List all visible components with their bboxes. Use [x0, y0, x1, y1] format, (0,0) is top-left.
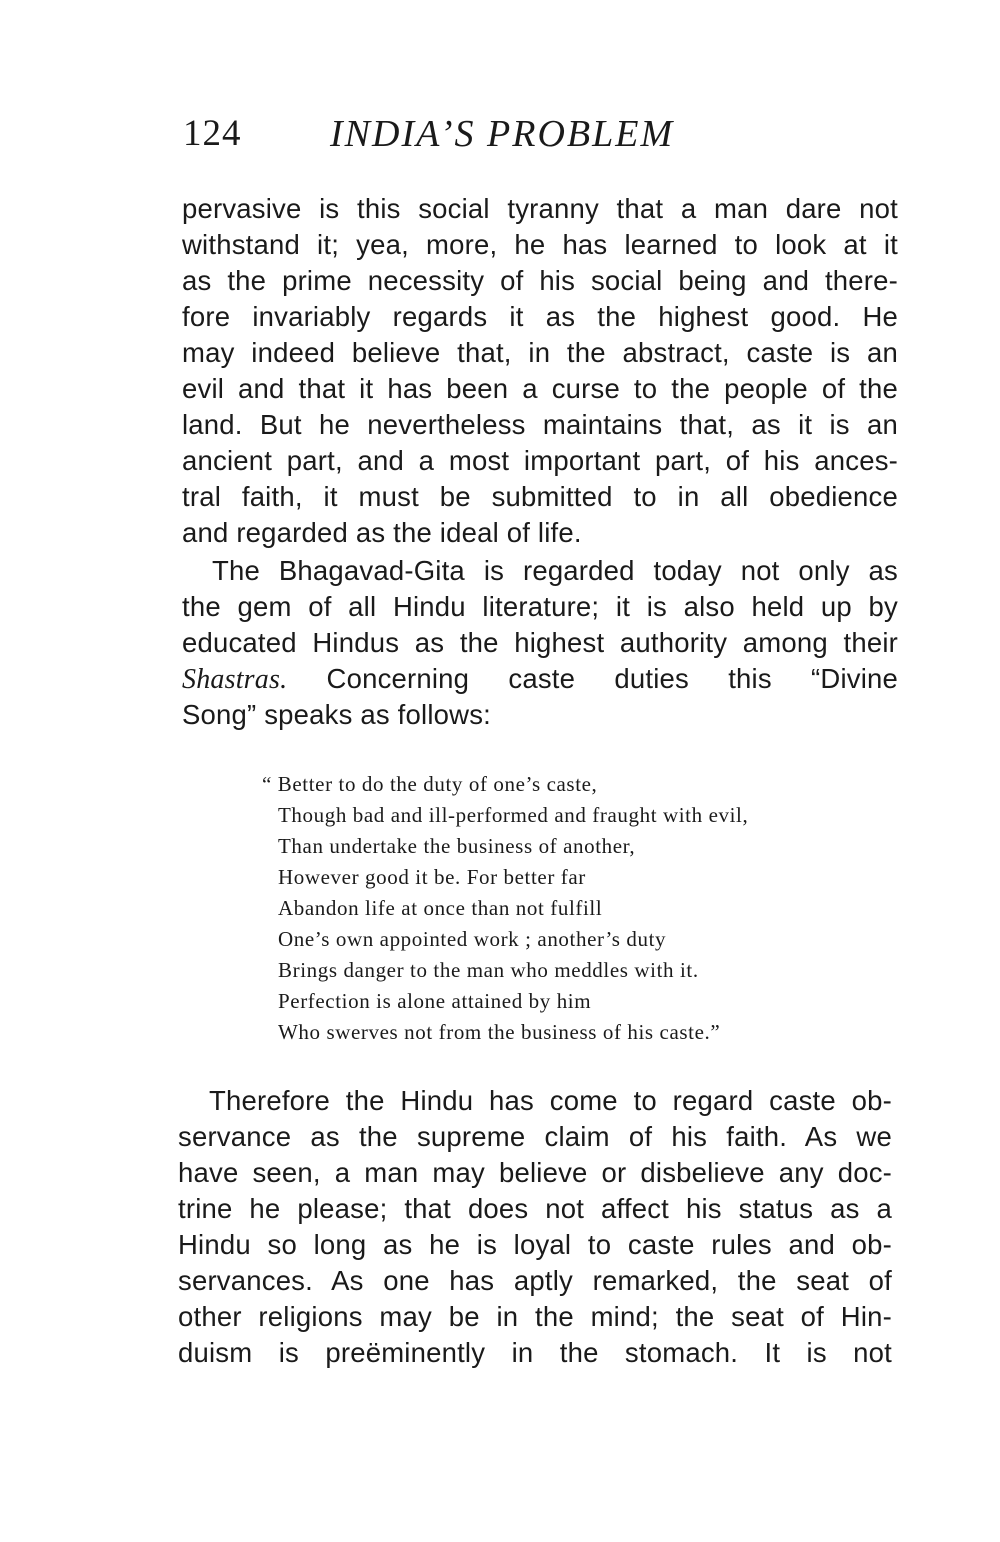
text-line: evil and that it has been a curse to the people of the [182, 373, 898, 404]
verse-line: One’s own appointed work ; another’s duty [278, 927, 667, 951]
text-line [182, 661, 898, 697]
text-line: trine he please; that does not affect his status as a [178, 1193, 892, 1224]
text-line: duism is preëminently in the stomach. It is not [178, 1337, 892, 1368]
text-line: land. But he nevertheless maintains that, as it is an [182, 409, 898, 440]
verse-line: Perfection is alone attained by him [278, 989, 592, 1013]
page-number: 124 [183, 113, 242, 154]
verse-line: Though bad and ill-performed and fraught with evil, [278, 803, 749, 827]
text-line: Therefore the Hindu has come to regard caste ob- [209, 1085, 892, 1116]
text-line: Hindu so long as he is loyal to caste rules and ob- [178, 1229, 892, 1260]
italic-term: Shastras. [182, 664, 288, 695]
verse-line: Who swerves not from the business of his caste.” [278, 1020, 721, 1044]
text-line: may indeed believe that, in the abstract, caste is an [182, 337, 898, 368]
running-head [183, 112, 783, 162]
text-line: Song” speaks as follows: [182, 699, 491, 730]
text-line: tral faith, it must be submitted to in all obedience [182, 481, 898, 512]
verse-line: “ Better to do the duty of one’s caste, [262, 772, 598, 796]
verse-line: However good it be. For better far [278, 865, 586, 889]
verse-line: Than undertake the business of another, [278, 834, 636, 858]
running-title: INDIA’S PROBLEM [330, 113, 675, 155]
text-line: and regarded as the ideal of life. [182, 517, 582, 548]
text-line: withstand it; yea, more, he has learned to look at it [182, 229, 898, 260]
text-line: fore invariably regards it as the highest good. He [182, 301, 898, 332]
text-line: educated Hindus as the highest authority among their [182, 627, 898, 658]
verse-line: Brings danger to the man who meddles with it. [278, 958, 699, 982]
text-line: The Bhagavad-Gita is regarded today not only as [212, 555, 898, 586]
text-line: the gem of all Hindu literature; it is also held up by [182, 591, 898, 622]
text-line: servances. As one has aptly remarked, the seat of [178, 1265, 892, 1296]
text-span: Concerning caste duties this “Divine [326, 663, 899, 694]
verse-line: Abandon life at once than not fulfill [278, 896, 603, 920]
text-line: as the prime necessity of his social being and there- [182, 265, 898, 296]
text-line: have seen, a man may believe or disbelieve any doc- [178, 1157, 892, 1188]
text-line: ancient part, and a most important part, of his ances- [182, 445, 898, 476]
text-line: servance as the supreme claim of his faith. As we [178, 1121, 892, 1152]
text-line: pervasive is this social tyranny that a man dare not [182, 193, 898, 224]
text-line: other religions may be in the mind; the seat of Hin- [178, 1301, 892, 1332]
